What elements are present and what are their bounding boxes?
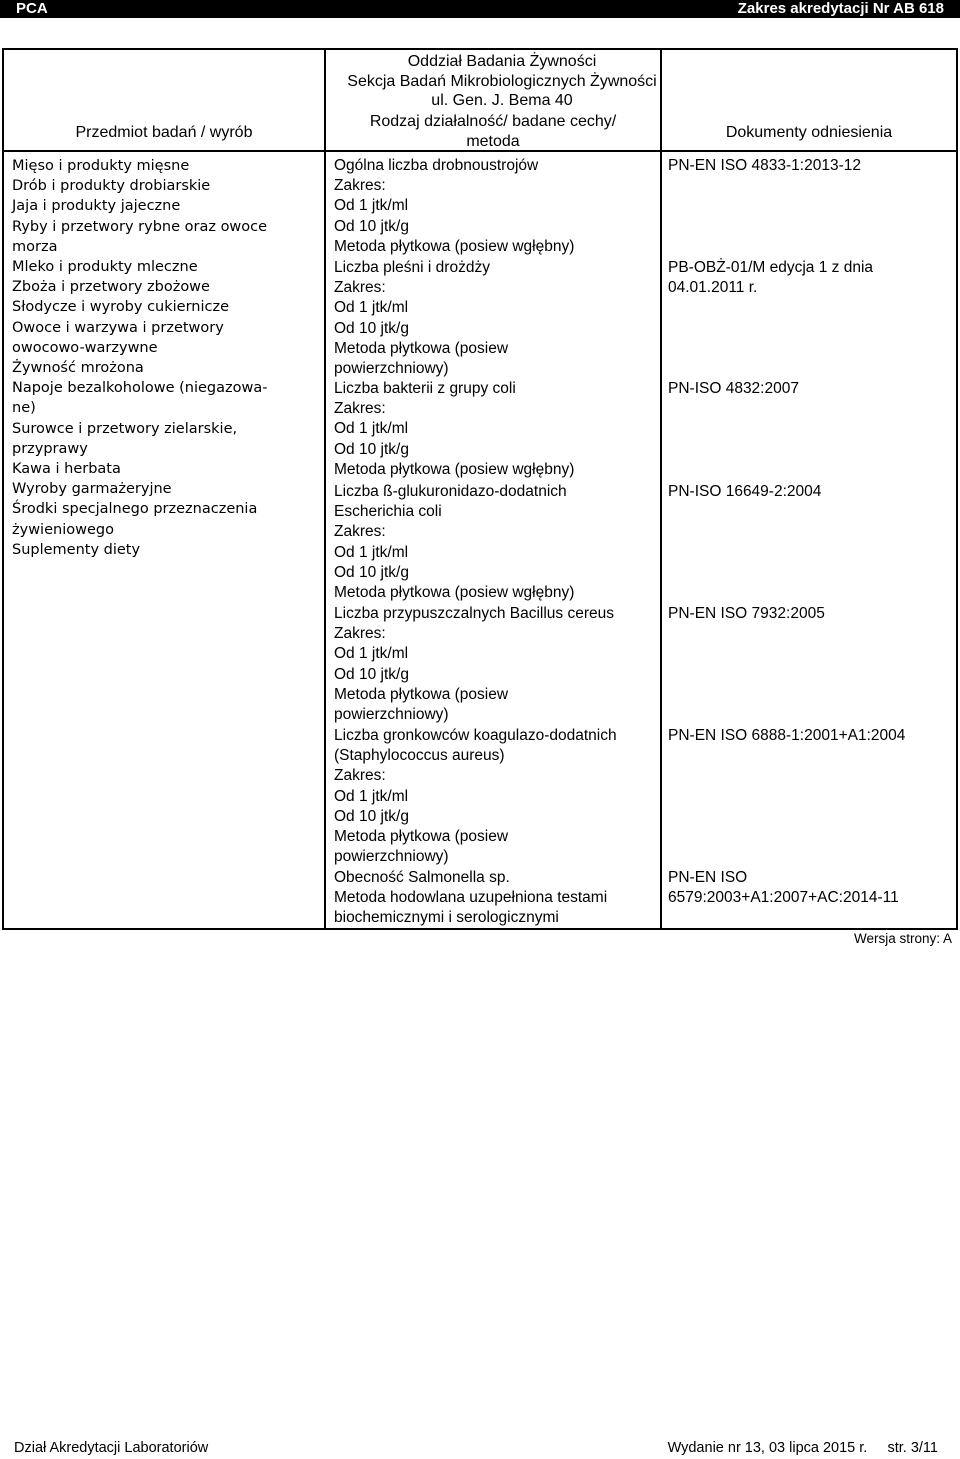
test-method-cell: Ogólna liczba drobnoustrojów Zakres: Od 1 jtk/ml Od 10 jtk/g Metoda płytkowa (posiew wgłębny) (334, 157, 575, 255)
list-item: Mięso i produkty mięsne (12, 158, 190, 174)
page-header (0, 0, 960, 18)
list-item: żywieniowego (12, 521, 114, 538)
list-item: Surowce i przetwory zielarskie, (12, 420, 238, 437)
list-item: Zboża i przetwory zbożowe (12, 279, 210, 296)
column-header-subject: Przedmiot badań / wyrób (75, 124, 253, 141)
reference-document-cell: PN-ISO 16649-2:2004 (668, 483, 822, 500)
reference-document-cell: PN-EN ISO 7932:2005 (668, 605, 825, 622)
lab-address: ul. Gen. J. Bema 40 (431, 92, 573, 109)
column-header-documents: Dokumenty odniesienia (725, 124, 893, 141)
list-item: morza (12, 238, 58, 255)
department-name: Oddział Badania Żywności (407, 53, 597, 70)
test-method-cell: Obecność Salmonella sp. Metoda hodowlana uzupełniona testami biochemicznymi i serologicznymi (334, 869, 608, 927)
list-item: Ryby i przetwory rybne oraz owoce (12, 218, 268, 235)
list-item: Jaja i produkty jajeczne (12, 198, 181, 215)
test-method-cell: Liczba bakterii z grupy coli Zakres: Od 1 jtk/ml Od 10 jtk/g Metoda płytkowa (posiew wgłębny) (334, 380, 575, 478)
reference-document-cell: PN-EN ISO 6888-1:2001+A1:2004 (668, 727, 906, 744)
list-item: Mleko i produkty mleczne (12, 259, 198, 276)
footer-department: Dział Akredytacji Laboratoriów (14, 1440, 209, 1456)
reference-document-cell: PN-EN ISO 6579:2003+A1:2007+AC:2014-11 (668, 869, 899, 907)
section-name: Sekcja Badań Mikrobiologicznych Żywności (347, 72, 657, 90)
list-item: Owoce i warzywa i przetwory (12, 319, 224, 336)
list-item: Drób i produkty drobiarskie (12, 178, 211, 195)
page-version: Wersja strony: A (853, 931, 952, 946)
test-method-cell: Liczba przypuszczalnych Bacillus cereus Zakres: Od 1 jtk/ml Od 10 jtk/g Metoda płytkowa (posiew powierzchniowy) (334, 605, 614, 724)
list-item: Wyroby garmażeryjne (12, 481, 172, 498)
test-method-cell: Liczba pleśni i drożdży Zakres: Od 1 jtk/ml Od 10 jtk/g Metoda płytkowa (posiew powierzchniowy) (334, 259, 509, 378)
reference-document-cell: PN-ISO 4832:2007 (668, 380, 799, 397)
list-item: Żywność mrożona (12, 360, 144, 377)
reference-document-cell: PN-EN ISO 4833-1:2013-12 (668, 157, 861, 174)
list-item: Słodycze i wyroby cukiernicze (12, 299, 230, 316)
list-item: ne) (12, 400, 36, 417)
lab-department-heading (328, 52, 676, 111)
test-method-cell: Liczba gronkowców koagulazo-dodatnich (Staphylococcus aureus) Zakres: Od 1 jtk/ml Od 10 jtk/g Metoda płytkowa (posiew powierzchniowy) (334, 727, 617, 866)
list-item: Środki specjalnego przeznaczenia (12, 501, 258, 518)
column-divider (660, 50, 662, 928)
test-method-cell: Liczba ß-glukuronidazo-dodatnich Escherichia coli Zakres: Od 1 jtk/ml Od 10 jtk/g Metoda płytkowa (posiew wgłębny) (334, 483, 575, 602)
list-item: Napoje bezalkoholowe (niegazowa- (12, 380, 268, 397)
list-item: Kawa i herbata (12, 461, 121, 478)
column-header-activity: Rodzaj działalność/ badane cechy/ metoda (369, 113, 617, 150)
footer-edition-page: Wydanie nr 13, 03 lipca 2015 r. str. 3/11 (667, 1440, 938, 1456)
reference-document-cell: PB-OBŻ-01/M edycja 1 z dnia 04.01.2011 r. (668, 259, 874, 297)
header-org-abbrev: PCA (16, 0, 48, 17)
scope-table (2, 48, 958, 930)
list-item: owocowo-warzywne (12, 339, 158, 356)
subject-list (12, 156, 312, 560)
list-item: Suplementy diety (12, 541, 141, 558)
list-item: przyprawy (12, 440, 88, 457)
column-divider (324, 50, 326, 928)
header-accreditation-number: Zakres akredytacji Nr AB 618 (737, 0, 944, 17)
